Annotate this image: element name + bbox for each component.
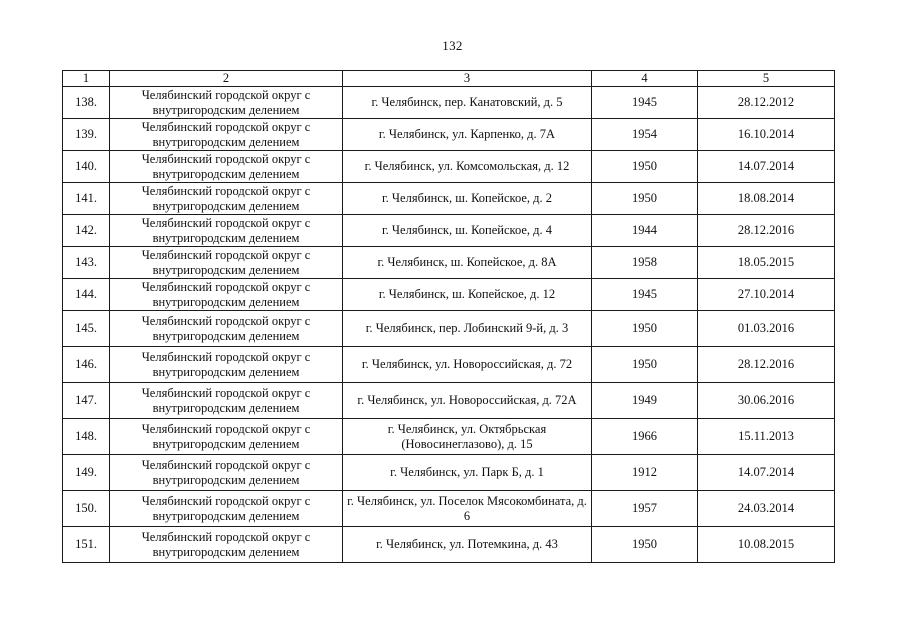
year-cell: 1950: [592, 527, 698, 563]
address-cell: г. Челябинск, пер. Лобинский 9-й, д. 3: [343, 311, 592, 347]
address-cell: г. Челябинск, ул. Поселок Мясокомбината, д. 6: [343, 491, 592, 527]
table-row: [63, 419, 835, 455]
date-cell: 24.03.2014: [698, 491, 835, 527]
table-row: [63, 247, 835, 279]
date-cell: 28.12.2012: [698, 87, 835, 119]
year-cell: 1950: [592, 347, 698, 383]
municipality-cell: Челябинский городской округ с внутригородским делением: [110, 455, 343, 491]
date-cell: 10.08.2015: [698, 527, 835, 563]
municipality-cell: Челябинский городской округ с внутригородским делением: [110, 347, 343, 383]
address-cell: г. Челябинск, ш. Копейское, д. 8А: [343, 247, 592, 279]
date-cell: 01.03.2016: [698, 311, 835, 347]
address-cell: г. Челябинск, ул. Комсомольская, д. 12: [343, 151, 592, 183]
table-row: [63, 491, 835, 527]
year-cell: 1958: [592, 247, 698, 279]
municipality-cell: Челябинский городской округ с внутригородским делением: [110, 311, 343, 347]
table-header: [63, 71, 835, 87]
year-cell: 1950: [592, 311, 698, 347]
municipality-cell: Челябинский городской округ с внутригородским делением: [110, 383, 343, 419]
row-number: 143.: [63, 247, 110, 279]
year-cell: 1950: [592, 183, 698, 215]
address-cell: г. Челябинск, ул. Новороссийская, д. 72А: [343, 383, 592, 419]
municipality-cell: Челябинский городской округ с внутригородским делением: [110, 215, 343, 247]
column-header-4: 4: [592, 71, 698, 87]
row-number: 150.: [63, 491, 110, 527]
page-number: 132: [442, 38, 463, 53]
year-cell: 1945: [592, 87, 698, 119]
table-row: [63, 311, 835, 347]
municipality-cell: Челябинский городской округ с внутригородским делением: [110, 419, 343, 455]
municipality-cell: Челябинский городской округ с внутригородским делением: [110, 183, 343, 215]
address-cell: г. Челябинск, ул. Карпенко, д. 7А: [343, 119, 592, 151]
table-row: [63, 279, 835, 311]
date-cell: 18.08.2014: [698, 183, 835, 215]
table-row: [63, 151, 835, 183]
address-cell: г. Челябинск, ш. Копейское, д. 4: [343, 215, 592, 247]
date-cell: 16.10.2014: [698, 119, 835, 151]
municipality-cell: Челябинский городской округ с внутригородским делением: [110, 527, 343, 563]
year-cell: 1912: [592, 455, 698, 491]
registry-table: [62, 70, 835, 563]
municipality-cell: Челябинский городской округ с внутригородским делением: [110, 151, 343, 183]
municipality-cell: Челябинский городской округ с внутригородским делением: [110, 247, 343, 279]
column-header-2: 2: [110, 71, 343, 87]
row-number: 147.: [63, 383, 110, 419]
row-number: 144.: [63, 279, 110, 311]
municipality-cell: Челябинский городской округ с внутригородским делением: [110, 119, 343, 151]
date-cell: 27.10.2014: [698, 279, 835, 311]
table-body: [63, 87, 835, 563]
table-row: [63, 183, 835, 215]
address-cell: г. Челябинск, ул. Парк Б, д. 1: [343, 455, 592, 491]
row-number: 141.: [63, 183, 110, 215]
row-number: 148.: [63, 419, 110, 455]
table-row: [63, 87, 835, 119]
year-cell: 1966: [592, 419, 698, 455]
header-row: [63, 71, 835, 87]
row-number: 139.: [63, 119, 110, 151]
table-row: [63, 119, 835, 151]
row-number: 151.: [63, 527, 110, 563]
column-header-5: 5: [698, 71, 835, 87]
municipality-cell: Челябинский городской округ с внутригородским делением: [110, 491, 343, 527]
row-number: 142.: [63, 215, 110, 247]
year-cell: 1954: [592, 119, 698, 151]
date-cell: 15.11.2013: [698, 419, 835, 455]
address-cell: г. Челябинск, ул. Октябрьская (Новосинеглазово), д. 15: [343, 419, 592, 455]
row-number: 138.: [63, 87, 110, 119]
row-number: 149.: [63, 455, 110, 491]
table-row: [63, 215, 835, 247]
address-cell: г. Челябинск, ш. Копейское, д. 2: [343, 183, 592, 215]
date-cell: 18.05.2015: [698, 247, 835, 279]
municipality-cell: Челябинский городской округ с внутригородским делением: [110, 87, 343, 119]
date-cell: 28.12.2016: [698, 347, 835, 383]
table-row: [63, 455, 835, 491]
year-cell: 1945: [592, 279, 698, 311]
address-cell: г. Челябинск, пер. Канатовский, д. 5: [343, 87, 592, 119]
column-header-1: 1: [63, 71, 110, 87]
row-number: 140.: [63, 151, 110, 183]
address-cell: г. Челябинск, ш. Копейское, д. 12: [343, 279, 592, 311]
date-cell: 28.12.2016: [698, 215, 835, 247]
year-cell: 1950: [592, 151, 698, 183]
municipality-cell: Челябинский городской округ с внутригородским делением: [110, 279, 343, 311]
table-row: [63, 383, 835, 419]
date-cell: 30.06.2016: [698, 383, 835, 419]
row-number: 145.: [63, 311, 110, 347]
table-row: [63, 347, 835, 383]
date-cell: 14.07.2014: [698, 455, 835, 491]
address-cell: г. Челябинск, ул. Новороссийская, д. 72: [343, 347, 592, 383]
column-header-3: 3: [343, 71, 592, 87]
table-row: [63, 527, 835, 563]
year-cell: 1944: [592, 215, 698, 247]
year-cell: 1949: [592, 383, 698, 419]
year-cell: 1957: [592, 491, 698, 527]
date-cell: 14.07.2014: [698, 151, 835, 183]
row-number: 146.: [63, 347, 110, 383]
address-cell: г. Челябинск, ул. Потемкина, д. 43: [343, 527, 592, 563]
